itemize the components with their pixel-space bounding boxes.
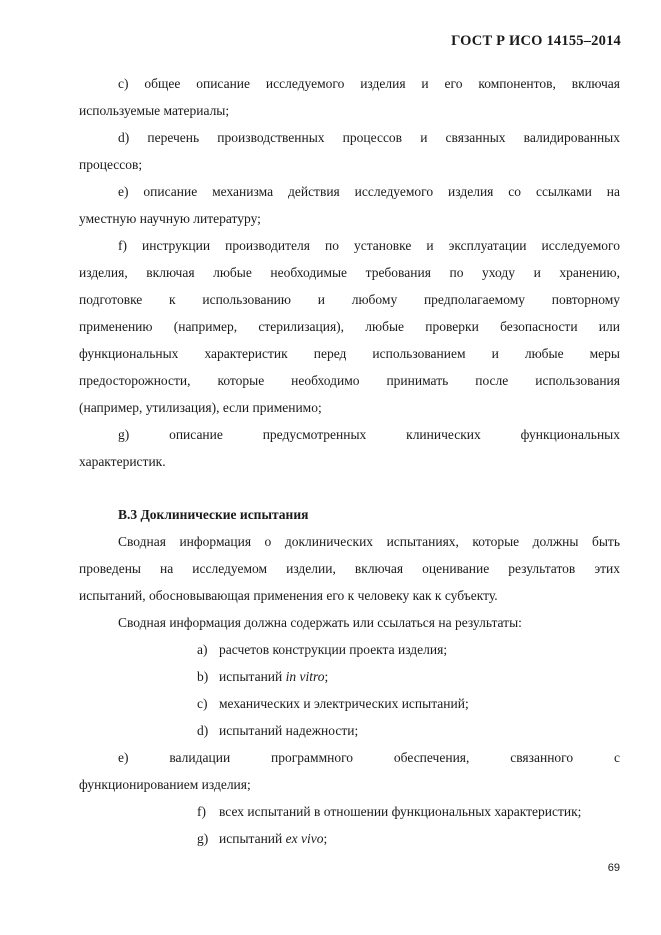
paragraph-results-intro: Сводная информация должна содержать или ссылаться на результаты: (118, 615, 522, 630)
list-text-b-main: испытаний (219, 669, 286, 684)
list-item-e2-line-2: функционированием изделия; (79, 777, 251, 792)
list-item-c-line-1: c) общее описание исследуемого изделия и его компонентов, включая (118, 76, 620, 91)
list-marker-f2: f) (197, 804, 206, 819)
list-item-c-line-2: используемые материалы; (79, 103, 230, 118)
list-marker-a: a) (197, 642, 208, 657)
list-text-c2: механических и электрических испытаний; (219, 696, 469, 711)
list-text-f2: всех испытаний в отношении функциональных характеристик; (219, 804, 582, 819)
list-text-d2: испытаний надежности; (219, 723, 359, 738)
list-item-g-line-1: g) описание предусмотренных клинических функциональных (118, 427, 620, 442)
paragraph-summary-line-1: Сводная информация о доклинических испытаниях, которые должны быть (118, 534, 620, 549)
list-item-e2-line-1: e) валидации программного обеспечения, связанного с (118, 750, 620, 765)
paragraph-summary-line-3: испытаний, обосновывающая применения его к человеку как к субъекту. (79, 588, 498, 603)
list-marker-b: b) (197, 669, 209, 684)
list-text-g2-main: испытаний (219, 831, 286, 846)
list-item-f-line-3: подготовке к использованию и любому предполагаемому повторному (79, 292, 620, 307)
list-item-f-line-7: (например, утилизация), если применимо; (79, 400, 322, 415)
list-text-a: расчетов конструкции проекта изделия; (219, 642, 448, 657)
list-text-b-end: ; (324, 669, 329, 684)
list-text-b (219, 669, 328, 685)
list-item-d-line-2: процессов; (79, 157, 143, 172)
list-item-f-line-4: применению (например, стерилизация), любые проверки безопасности или (79, 319, 620, 334)
list-marker-c2: c) (197, 696, 208, 711)
list-text-b-italic: in vitro (285, 669, 325, 684)
list-item-e-line-1: e) описание механизма действия исследуемого изделия со ссылками на (118, 184, 620, 199)
list-item-f-line-6: предосторожности, которые необходимо принимать после использования (79, 373, 620, 388)
list-text-g2 (219, 831, 327, 847)
list-text-g2-italic: ex vivo (285, 831, 324, 846)
document-code-header: ГОСТ Р ИСО 14155–2014 (451, 33, 621, 49)
list-item-f-line-5: функциональных характеристик перед использованием и любые меры (79, 346, 620, 361)
paragraph-summary-line-2: проведены на исследуемом изделии, включая оценивание результатов этих (79, 561, 620, 576)
list-text-g2-end: ; (323, 831, 328, 846)
list-marker-g2: g) (197, 831, 209, 846)
list-item-f-line-2: изделия, включая любые необходимые требования по уходу и хранению, (79, 265, 620, 280)
list-item-e-line-2: уместную научную литературу; (79, 211, 261, 226)
list-marker-d2: d) (197, 723, 209, 738)
list-item-d-line-1: d) перечень производственных процессов и связанных валидированных (118, 130, 620, 145)
list-item-f-line-1: f) инструкции производителя по установке и эксплуатации исследуемого (118, 238, 620, 253)
list-item-g-line-2: характеристик. (79, 454, 166, 469)
section-heading-b3: B.3 Доклинические испытания (118, 507, 309, 522)
page-number: 69 (607, 862, 620, 874)
